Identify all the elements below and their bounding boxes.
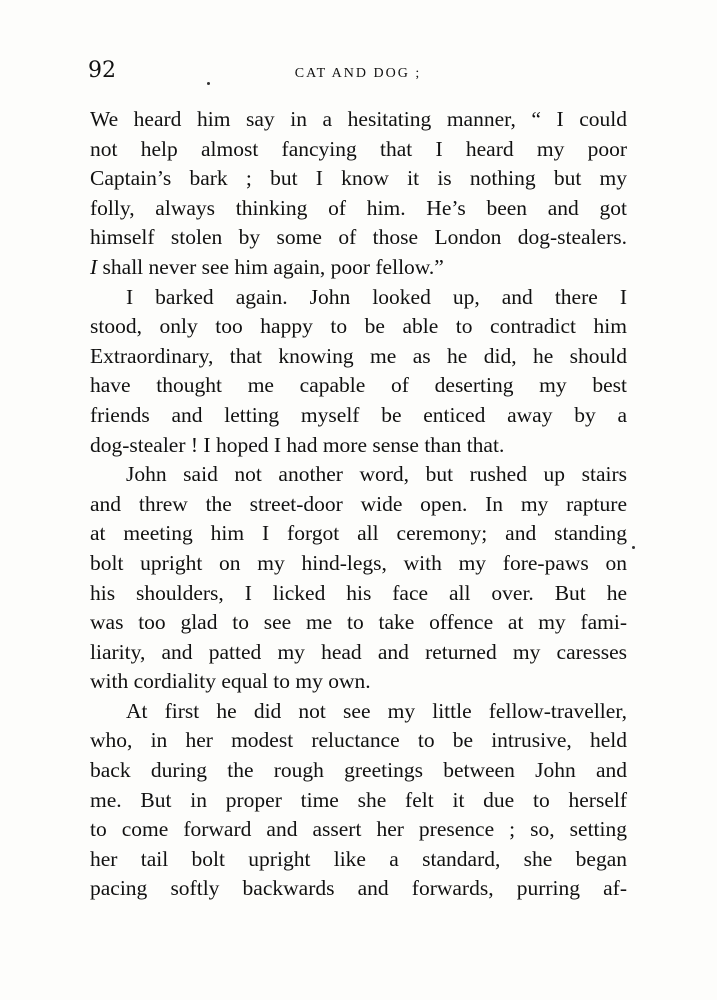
text-line: I shall never see him again, poor fellow.” — [90, 254, 444, 279]
text-line: who, in her modest reluctance to be intrusive, held — [90, 728, 627, 753]
text-line: dog-stealer ! I hoped I had more sense than that. — [90, 432, 505, 457]
running-head: CAT AND DOG ; — [294, 66, 422, 81]
text-line: liarity, and patted my head and returned my caresses — [90, 639, 627, 664]
print-speck — [632, 546, 635, 549]
italic-pronoun: I — [90, 254, 98, 279]
text-line: was too glad to see me to take offence at my fami- — [90, 610, 627, 635]
text-line: Extraordinary, that knowing me as he did, he should — [90, 343, 627, 368]
text-line: at meeting him I forgot all ceremony; and standing — [90, 521, 627, 546]
text-line: back during the rough greetings between John and — [90, 758, 627, 783]
text-line: I barked again. John looked up, and there I — [126, 284, 627, 309]
text-line: not help almost fancying that I heard my poor — [90, 136, 627, 161]
text-line: At first he did not see my little fellow-traveller, — [126, 698, 627, 723]
text-line: John said not another word, but rushed up stairs — [126, 462, 627, 487]
text-line: me. But in proper time she felt it due to herself — [90, 787, 627, 812]
text-line: bolt upright on my hind-legs, with my fore-paws on — [90, 550, 627, 575]
text-line: pacing softly backwards and forwards, purring af- — [90, 876, 627, 901]
text-line: friends and letting myself be enticed away by a — [90, 402, 627, 427]
text-line: have thought me capable of deserting my best — [90, 373, 627, 398]
page-header — [88, 58, 628, 92]
text-line: himself stolen by some of those London dog-stealers. — [90, 225, 627, 250]
text-line: to come forward and assert her presence ; so, setting — [90, 817, 627, 842]
text-line: stood, only too happy to be able to contradict him — [90, 314, 627, 339]
text-line: with cordiality equal to my own. — [90, 669, 371, 694]
body-text — [90, 105, 627, 904]
text-line: her tail bolt upright like a standard, she began — [90, 846, 627, 871]
page-number: 92 — [88, 58, 116, 83]
print-speck — [207, 82, 210, 85]
text-line: Captain’s bark ; but I know it is nothing but my — [90, 166, 627, 191]
text-line: and threw the street-door wide open. In my rapture — [90, 491, 627, 516]
text-line: his shoulders, I licked his face all over. But he — [90, 580, 627, 605]
text-line: folly, always thinking of him. He’s been and got — [90, 195, 627, 220]
text-line: We heard him say in a hesitating manner, “ I could — [90, 107, 627, 131]
